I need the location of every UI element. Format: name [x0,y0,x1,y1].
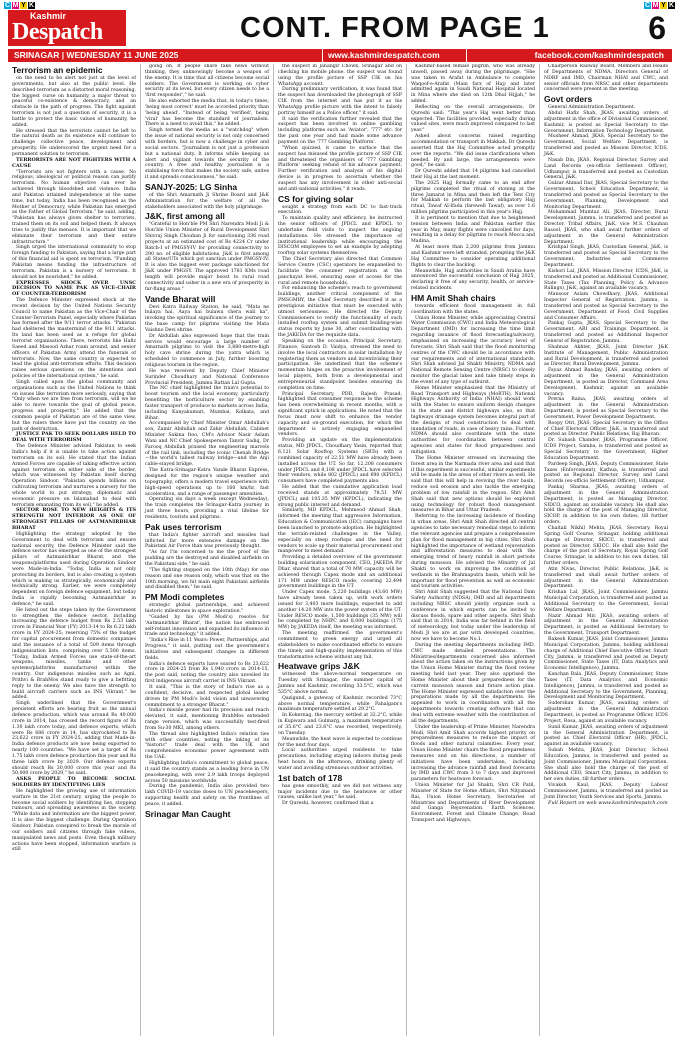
paragraph: Providing an update on the implementation status, MD JPDCL, Choudhary Yasin, reported that 6,121 Solar Rooftop Systems (SRTs) with a combined capacity of 22.51 MW have already been installed across the UT. So far, 12,208 consumers under JPDCL and 8,108 under JPDCL have selected their vendors, while 802 (JPDCL) and 690 (KPDCL) consumers have completed payments also. [278,438,402,485]
logo-kashmir: Kashmir [30,11,67,21]
paragraph: He was received by Deputy Chief Minister Surinder Choudhary and National Conference Provincial President, Jammu Rattan Lal Gupta. [145,368,269,386]
paragraph: During preliminary verification, it was found that the suspect has downloaded the photograph of SSP CIK from the internet and has put it as his WhatsApp profile picture with the intent to falsely portray himself as a Police officer," it said. [278,87,402,116]
paragraph: Dr Qureshi added that 14 pilgrims had cancelled their Haj at the last moment. [411,169,535,181]
paragraph: Kanchan Bala, JKAS, Deputy Commissioner, State Taxes (IT, Data Analytics and Economic Intelligence), Jammu, is transferred and posted as Additional Secretary to the Government, Planning, Development and Monitoring Department. [544,672,668,701]
paragraph: The Chief Secretary also directed that Common Service Centre (CSC) operators be empanelled to facilitate the consumer registration at the panchayat level, ensuring ease of access for the rural and remote households. [278,257,402,286]
paragraph: Chaitali Nikhil Mehta, JKAS, Secretary, Royal Spring Golf Course, Srinagar, holding additional charge of Director, SKICC, is transferred and posted as Director, SKICC. He shall also hold the charge of the post of Secretary, Royal Spring Golf Course, Srinagar, in addition to his own duties, till further orders. [544,525,668,567]
paragraph: "When quizzed, it came to surface that the suspect has misused the profile picture of SSP CIK and threatened the organisers of '777 Gambling Platform' seeking refund of his advance payment. Further verification and analysis of his digital device is in progress to ascertain whether the suspect has any involvement in other anti-social and anti-national activities," it reads. [278,145,402,192]
paragraph: Similarly, MD KPDCL, Mehmood Ahmad Shah, informed the meeting that aggressive Information, Education & Communication (IEC) campaigns have been launched to promote adoption. He highlighted the terrain-related challenges in the Valley, especially on steep rooftops and the need for vendors to scale up their material procurement and manpower to meet demand. [278,508,402,555]
paragraph: going on. If people share fake news without thinking, they unknowingly become a weapon of the enemy. It is time that all citizens become social soldiers. The Government is working on cyber security at its level, but every citizen needs to be a 'first responder'," he said. [145,64,269,99]
headline: 1st batch of 178 [278,772,343,783]
paragraph: Kishori Lal, JKAS, Mission Director, ICDS, J&K, is transferred and posted as Additional Commissioner, State Taxes (Tax Planning, Policy & Advance Rulings), J&K, against an available vacancy. [544,268,668,292]
paragraph: During the meeting departments including IMD, CWC made detailed presentations. The Ministries/departments concerned also informed about the action taken on the instructions given by the Union Home Minister during the flood review meeting held last year. They also apprised the Home Minister about their preparedness for the current monsoon season and future action plan. The Home Minister expressed satisfaction over the preparations made by all the departments. He appealed to work in coordination with all the departments towards creating software that can deal with extreme weather with the contribution of all the departments. [411,642,535,724]
bar-divider [322,49,323,62]
headline: Pak uses terrorism [145,521,222,532]
masthead [0,10,680,48]
paragraph: Pardeep Singh, JKAS, Deputy Commissioner, State Taxes (Enforcement), Kathua, is transferred and posted as Regional Director, Survey and Land Records (ex-officio Settlement Officer), Udhampur. [544,461,668,485]
paragraph: The 2025 Hajj formally came to an end after pilgrims completed the ritual of stoning at the three Jamarat in Mina and then left the Tent City for Makkah to perform the last obligatory Hajj ritual, Tawaf Al-Ifada (farewell Tawaf), as over 1.6 million pilgrims participated in this year's Hajj. [411,180,535,216]
paragraph: Home Minister emphasized that the Ministry of Road Transport and Highways (MoRTH), National Highways Authority of India (NHAI) should work with the States to ensure uniform design changes in the state and district highways also, so that highways drainage system becomes integral part of the designs of road construction to deal with inundation of roads, in case of heavy rains. Further, NDMA should also coordinate with the state authorities for coordination between central agencies and states for flood preparedness and mitigation. [411,385,535,455]
paragraph: Local authorities urged residents to take precautions, including staying indoors during peak heat hours in the afternoon, drinking plenty of water and avoiding strenuous outdoor activities. [278,748,402,771]
paragraph: Krishan Lal, JKAS, Joint Commissioner, Jammu Municipal Corporation, is transferred and posted as Additional Secretary to the Government, Social Welfare Department. [544,590,668,613]
paragraph: Referring to the increasing incidence of flooding in urban areas, Shri Amit Shah directed all central agencies to take necessary remedial steps to inform the relevant agencies and prepare a comprehensive plan for flood management in big cities. Shri Shah highlighted the importance of wetland rejuvenation and afforestation measures to deal with the emerging trend of heavy rainfall in short periods during monsoon. He advised the Ministry of Jal Shakti to work on improving the condition of wetlands in the Brahmaputra basin, which will be important for flood prevention as well as economic and tourism activities. [411,514,535,590]
paragraph: Highlighting the strategy adopted by the Government to deal with terrorism and ensure national security, the Defence Minister said the defence sector has emerged as one of the strongest pillars of Aatmanirbhar Bharat, and the weapons/platforms used during Operation Sindoor were Made-in-India. "Today, India is not only protecting its borders, but is also creating a system which is making us strategically, economically and technically strong. Earlier, we were completely dependent on foreign defence equipment, but today India is rapidly becoming Aatmanirbhar in defence," he said. [12,531,136,607]
paragraph: Qazigund, a gateway of Kashmir, recorded 73°C above normal temperature, while Pahalgam's maximum temperature settled at 29.2°C. [278,695,402,713]
facebook-link[interactable]: facebook.com/kashmirdespatch [534,50,664,60]
paragraph: Union Minister for Jal Shakti, Shri CR Patil, Minister of State for Home Affairs, Shri Nityanand Rai, Union Home Secretary, Secretaries of Ministries and Departments of River Development and Ganga Rejuvenation, Earth Sciences, Environment, Forest and Climate Change, Road Transport and Highways, [411,783,535,824]
paragraph: Dr Abdullah also expressed hope that the train service would encourage a large number of Amarnath pilgrims to visit the 3,880-metre-high holy cave shrine during the yatra which is scheduled to commence in July, further boosting religious tourism in the region. [145,333,269,368]
paragraph: The thread also highlighted India's relation ties with other countries, noting the inking of its "historic" trade deal with the UK and comprehensive economic power agreement with the UAE. [145,731,269,761]
page-number: 6 [648,10,666,46]
paragraph: Speaking on the occasion, Principal Secretary, Finance, Santosh D. Vaidya, stressed the need to involve the local contractors in solar installation by registering them as vendors and incentivising their participation. He underlined that the scheme's momentum hinges on the proactive involvement of local players, both from a developmental and entrepreneurial standpoint besides ensuring its completion on time. [278,338,402,391]
headline: J&K, first among all [145,211,225,222]
paragraph: Accompanied by Chief Minister Omar Abdullah's son, Zamir Abdullah and Zahir Abdullah, Cabinet Minister Sakina Itoo, CM's Advisor Nasir Aslam Wani and NC Chief Spokesperson Tanvir Sadiq, Dr Farooq Abdullah praised the engineering marvels of the rail link, including the iconic Chenab Bridge—the world's tallest railway bridge—and the Anji cable-stayed bridge. [145,421,269,468]
paragraph: "As far I'm concerned to me the proof of the pudding are the destroyed and disabled airfields on the Pakistani side," he said. [145,550,269,567]
paragraph: "Terrorists are not fighters with a cause. No religious, ideological or political reason can justify terrorism. No human objective can ever be achieved through bloodshed and violence. India and Pakistan attained independence at the same time, but today, India has been recognised as the Mother of Democracy, while Pakistan has emerged as the Father of Global Terrorism," he said, adding, "Pakistan has always given shelter to terrorists, trained them on its soil and helped them. It always tries to justify this menace. It is important that we eliminate their terrorism and their entire infrastructure." [12,169,136,245]
paragraph: witnessed the above-normal temperature on Tuesday with Srinagar, the summer capital of Jammu and Kashmir, recording 33.5°C, which was 535°C above normal. [278,672,402,695]
headline: Vande Bharat will [145,293,216,304]
paragraph: Nasab Din, JKAS, Regional Director, Survey and Land Records (ex-officio Settlement Officer), Udhampur, is transferred and posted as Custodian General, J&K. [544,157,668,181]
column-3 [274,64,407,1036]
paragraph: General Administration Department. [548,105,636,111]
paragraph: Pankaj Sharma, JKAS, awaiting orders of adjustment in the General Administration Department, is posted as Managing Director, SIDCO, against an available vacancy. He shall also hold the charge of the post of Managing Director, SICOP, in addition to his own duties, till further orders. [544,485,668,526]
paragraph: Shri Amit Shah suggested that the National Dam Safety Authority (NDSA), IMD and all departments including NRSC should jointly organize such a conference in which experts can be invited to discuss floods, spare and other aspects. Shri Shah said that in 2014, India was far behind in the field of meteorology, but today under the leadership of Modi Ji we are at par with developed countries, now we have to become No.1. [411,590,535,642]
paragraph: He added that the cumulative application load received stands at approximately 78.51 MW (JPDCL) and 105.35 MW (KPDCL), indicating the strong public interest and demand. [278,485,402,508]
paragraph: Krishpal Singh, JKAS, Custodian General, J&K, is transferred and posted as Special Secretary to the Government, Industries and Commerce Department. [544,245,668,268]
paragraph: "India's Rise in 11 Years: Power, Partnerships, and Progress," it said, putting out the government's initiatives and subsequent changes in different fields. [145,638,269,661]
paragraph: The Home Minister stressed on increasing the forest area in the Narmada river area and said that if this experiment is successful, similar experiments will be made in the areas of other rivers as well. He said that this will help in reviving the river basin, reduce soil erosion and also tackle the emerging problem of low rainfall in the region. Shri Amit Shah said that new options should be explored using technology for robust flood management measures in Bihar and Uttar Pradesh. [411,455,535,514]
newspaper-logo [8,10,126,46]
paragraph: In Kokernag, the mercury settled at 32.2°C, while in Kupwara and Gulmarg, a maximum temperature of 35.6°C and 23.6°C was recorded, respectively, on Tuesday. [278,713,402,736]
paragraph: "Grateful to Hon'ble PM Shri Narendra Modi Ji & Hon'ble Union Minister of Rural Development Shri Shivraj Singh Chouhan Ji for sanctioning 336 road projects at an estimated cost of Rs 4224 Cr under Batch-I of PMGSY-IV for providing connectivity to 290 no. of eligible habitations. J&K is first among all States/UTs which got sanction under PMGSY-IV. It is also the biggest ever package sanctioned for J&K under PMGSY. The approved 1781 KMs road length will provide major boost to rural road connectivity and usher in a new era of prosperity in far-flung areas." [145,222,269,292]
paragraph: India's defence exports have soared to Rs 23,622 crore in 2024-25 from Rs 1,940 crore in 2014-15, the post said, noting the country also unveiled its first indigenous aircraft carrier in INS Vikrant. [145,661,269,685]
paragraph: on the need to be alert not just at the level of governments, but also at the public level. He described terrorism as a distorted moral reasoning, the biggest curse on humanity, a major threat to peaceful co-existence & democracy, and an obstacle in the path of progress. The fight against terrorism is not just a question of security, it is a battle to protect the basic values of humanity, he added. [12,76,136,128]
paragraph: Principal Secretary, PDD, Rajesh Prasad, highlighted that consumer response to the scheme has been overwhelming in recent months, with a significant uptick in applications. He noted that the focus must now shift to enhance the vendor capacity and on-ground execution, for which the department is actively engaging empanelled vendors. [278,391,402,438]
website-link[interactable]: www.kashmirdespatch.com [328,50,440,60]
paragraph: Mansoor Aslam Chowdhary, JKAS, Additional Inspector General of Registration, Jammu, is transferred and posted as Special Secretary to the Government, Department of Food, Civil Supplies and Consumer Affairs. [544,292,668,321]
paragraph: Sunil Kumar, JKAS, awaiting orders of adjustment in the General Administration Department, is posted as Chief Electoral Officer (HR), JPDCL, against an available vacancy. [544,724,668,748]
paragraph: "The fighting stopped on the 10th (May) for one reason and one reason only, which was that on the 10th morning, we hit main eight Pakistani airfields and disabled them," he said. [145,567,269,591]
paragraph: Operating six days a week (except Wednesday), the train completes the Srinagar-Katra journey in just three hours, providing a vital lifeline for residents, tourists and pilgrims. [145,497,269,520]
paragraph: Pankaj Gupta, JKAS, Special Secretary to the Government, ARI and Trainings Department, is transferred and posted as Additional Inspector General of Registration, Jammu. [544,321,668,344]
paragraph: The Defence Minister expressed shock at the recent decision by the United Nations Security Council to name Pakistan as the Vice-Chair of the Counter-Terrorism Panel, especially where Pakistan has formed after the 9/11 terror attacks. "Pakistan had sheltered the mastermind of the 9/11 attacks. Its land has been used as a refuge for global terrorist organisations. There, terrorists like Hafiz Saeed and Masood Azhar roam around, and senior officers of Pakistan Army attend the funerals of terrorists. Now, the same country is expected to lead the global anti-terrorism efforts. This decision raises serious questions on the intentions and policies of the international system," he said. [12,298,136,380]
headline: SANJY-2025: LG Sinha [145,181,238,192]
paragraph: Providing a detailed overview of the government building solarisation component, CEO, JAKEDA Pir Dhar, shared that a total of 70 MW capacity will be achieved through Capex mode and an additional 171 MW under RESCO mode, covering 22,494 government buildings in the UT. [278,555,402,590]
paragraph: sought a strategy from each DC to fast-track execution. [278,204,402,216]
paragraph: Singh termed the media as a "watchdog" when the issue of national security is not only concerned with borders, but is now a challenge in cyber and social sectors. "Journalism is not just a profession but a national duty. It informs while keeping us alert and vigilant towards the security of the country. A free and healthy journalism is a stabilising force that makes the society safe, unites it and spreads consciousness," he said. [145,128,269,181]
paragraph: Singh underlined that the Government's persistent efforts are bearing fruit as the annual defence production, which was around Rs 40,000 crore in 2014, has crossed the record figure of Rs 1.30 lakh crore today, and defence exports, which were Rs 686 crore in 14, has skyrocketed to Rs 23,622 crore in FY 2024-25, adding that Made-in-India defence products are now being exported to nearly 100 countries. "We have set a target of Rs 1.75 lakh crore defence production this year and Rs three lakh crore by 2029. Our defence exports should reach Rs 30,000 crore this year and Rs 50,000 crore by 2029," he said. [12,701,136,777]
column-2 [141,64,274,1036]
headline: Heatwave grips J&K [278,661,360,672]
paragraph: Musheer Ahmad, JKAS, Special Secretary to the Government, Social Welfare Department, is transferred and posted as Mission Director, ICDS, J&K. [544,134,668,157]
paragraph: Prerna Raina, JKAS, awaiting orders of adjustment in the General Administration Department, is posted as Special Secretary to the Government, Power Development Department. [544,397,668,420]
paragraph: strategic global partnerships, and achieved historic milestones in space exploration." [145,603,269,615]
cmyk-registration-right: C M Y K [644,2,675,9]
headline: Srinagar Man Caught [145,808,231,819]
bar-divider [466,49,467,62]
paragraph: Fayaz Ahmad Banday, JKAS, awaiting orders of adjustment in the General Administration Department, is posted as Director, Command Area Development, Kashmir, against an available vacancy. [544,368,668,397]
paragraph: Meanwhile, the heat wave is expected to continue for the next four days. [278,736,402,748]
paragraph: To maintain quality and efficiency, he instructed the senior officers of JPDCL and KPDCL to undertake field visits to inspect the ongoing installations. He stressed the importance of institutional leadership while encouraging the DISCOM employees to set an example by adopting rooftop solar systems themselves. [278,216,402,257]
paragraph: The NC chief highlighted the train's potential to boost tourism and the local economy, particularly benefiting the horticulture sector by enabling faster transport of produce to markets across India, including Kanyakumari, Mumbai, Kolkata, and Bihar. [145,386,269,421]
paragraph: He highlighted the growing use of information warfare in the 21st century, urging the people to become social soldiers by identifying lies, stopping rumours, and spreading awareness in the society. "While data and information are the biggest power, it is also the biggest challenge. During Operation Sindoor, Pakistan conspired to break the morale of our soldiers and citizens through fake videos, manipulated news and posts. Even though military actions have been stopped, information warfare is still [12,788,136,853]
article-columns [8,64,672,1036]
paragraph: It is pertinent to mention that due to heightened tension between India and Pakistan earlier this year in May, many flights were cancelled for days, resulting in a delay for pilgrims to reach Mecca and Madina. [411,215,535,245]
paragraph: Devi Katra Railway Station, he said, "Mata ne bulaya hai, Aaya hai bulawa chera wali ka", invoking the spiritual significance of the journey to the base camp for pilgrims visiting the Mata Vaishno Devi shrine. [145,304,269,333]
paragraph: For enhancing the scheme's reach to government buildings, another critical component of the PMSGMBY, the Chief Secretary described it as a prestigious initiative that must be executed with utmost seriousness. He directed the Deputy Commissioners to verify the functionality of such installed rooftop system and submit building-wise status reports by June 30, after coordinating with the JAKEDA for the requisite data. [278,286,402,339]
paragraph: Dr Qureshi, however, confirmed that a [282,801,374,807]
paragraph: At least more than 2,200 pilgrims from Jammu and Kashmir were left stranded, prompting the J&K Haj Committee to consider operating additional flights to clear the backlog. [411,245,535,268]
paragraph: Reflecting on the overall arrangements, Dr Qureshi said: "This year's Haj went better than expected. The facilities provided, especially during valued sites, were much improved compared to last year." [411,104,535,134]
paragraph: The meeting reaffirmed the government's commitment to green energy and urged all stakeholders to make coordinated efforts to ensure the timely and high-quality implementation of this transformative scheme without any fail. [278,631,402,660]
paragraph: "Guided by his (PM Modi's) resolve for 'Aatmanirbhar Bharat', the nation has embraced self-reliant innovation and expanded its influence in trade and technology," it added. [145,614,269,638]
continuation-title: CONT. FROM PAGE 1 [240,12,550,44]
paragraph: towards efficient flood management in full coordination with the states. [411,303,535,315]
dateline-bar [8,49,672,62]
paragraph: Singh urged the international community to stop foreign funding to Pakistan, saying that a large part of this financial aid is spent on terrorism. "Funding Pakistan means funding the infrastructure of terrorism. Pakistan is a nursery of terrorism. It should not be nourished," he added. [12,245,136,280]
paragraph: the suspect in Jahangir Chowk, Srinagar and on checking his mobile phone, the suspect was found using the profile picture of SSP CIK on his WhatsApp account. [278,64,402,87]
paragraph: India's missile power had its precision and reach elevated, it said, mentioning BrahMos extended range version, which was successfully test-fired from Su-30 MKI, among others. [145,708,269,731]
paragraph: Shahnaz Akhter, JKAS, Joint Director J&K Institute of Management, Public Administration and Rural Development, is transferred and posted as Director, Rural Development, Jammu. [544,344,668,368]
paragraph: Under the leadership of Prime Minister, Narendra Modi, Shri Amit Shah accords highest priority on preparedness measures to reduce the impact of floods and other natural calamities. Every year, Union Home Minister chairs the flood preparedness measures and on his directions, a number of initiatives have been undertaken, including increasing the advance rainfall and flood forecasts by IMD and CWC from 3 to 7 days and improved parameters for heatwave forecast. [411,724,535,783]
paragraph: Highlighting India's commitment to global peace, it said the country stands as a leading force in UN peacekeeping, with over 2.9 lakh troops deployed across 50 missions worldwide. [145,760,269,784]
headline: HM Amit Shah chairs [411,292,496,303]
paragraph: Mohammad Mumtaz Ali, JKAS, Director, Rural Development, Jammu, is transferred and posted as Director, Tribal Affairs, J&K, vice M.S. Chauhan Rasool, JKAS, who shall await further orders of adjustment in the General Administration Department. [544,210,668,245]
headline: Govt orders [544,94,593,105]
full-report-link[interactable]: Full Report on web www.kashmirdespatch.com [548,799,668,806]
paragraph: Kashmir-based female pilgrim, who was already unwell, passed away during the pilgrimage. "She was taken to Arafat in Ambulance to complete Waqoof-e-Arafat (Main farz of Haj) and later admitted again in Saudi National Hospital located in Mina where she died on 12th Dhul Hijjah," he added. [411,64,535,105]
paragraph: He listed out the steps taken by the Government to strengthen the defence sector, including increasing the defence budget from Rs 2.53 lakh crore in Financial Year (FY) 2013-14 to Rs 6.22 lakh crore in FY 2024-25; reserving 75% of the budget for capital procurement from domestic companies and the issuance of a total of 509 items through indigenisation lists, comprising over 5,500 items. "Today, Indian Armed Forces use state-of-the-art weapons, missiles, tanks and other systems/platforms manufactured within the country. Our indigenous missiles such as Agni, Prithvi & BrahMos stand ready to give a befitting reply to the enemy. We also have the strength to build aircraft carriers such as INS Vikrant," he added. [12,607,136,701]
paragraph: He stressed that the terrorists cannot be left to the natural death as its existence will continue to challenge collective peace, development and prosperity. He underscored the urgent need for a permanent solution to terrorism. [12,128,136,157]
paragraph: Rakesh Kumar, JKAS, Joint Commissioner, Jammu Municipal Corporation, Jammu, holding additional charge of Additional Chief Executive Officer, Smart City, Jammu, is transferred and posted as Deputy Commissioner, State Taxes (IT, Data Analytics and Economic Intelligence), Jammu. [544,637,668,672]
paragraph: Under Capex mode, 5,220 buildings (43.60 MW) have already been taken up, with work orders issued for 3,403 more buildings, expected to add another 14.20 MW into the power system of the UT. Under RESCO mode, 1,500 buildings (35 MW) will be completed by NHPC and 8,000 buildings (175 MW) by JAKEDA itself, the meeting was informed. [278,590,402,631]
cmyk-registration-left: C M Y K [4,2,35,9]
paragraph: Vivaksh Kaul, JKAS, Deputy Labour Commissioner, Jammu, is transferred and posted as Joint Director, Youth Services and Sports, Jammu. [544,783,668,800]
paragraph: Nazir Ahmad Mir, JKAS, awaiting orders of adjustment in the General Administration Department, is posted as Additional Secretary to the Government, Transport Department. [544,613,668,637]
paragraph: has gone smoothly, and we did not witness any major incidents due to the heatwave or other causes, unlike last year," he said. [278,783,402,801]
subheading: SECTOR ROSE TO NEW HEIGHTS & ITS STRENGTH NOT INFERIOR AS ONE OF STRONGEST PILLARS OF AATMANIRBHAR BHARAT [12,507,136,531]
logo-despatch: Despatch [12,19,103,45]
subheading: EXPRESSES SHOCK OVER UNSC DECISION TO NAME PAK AS VICE-CHAIR OF COUNTER-TERRORISM [12,279,136,298]
paragraph: Meanwhile, Hajj authorities in Saudi Arabia have announced the successful conclusion of Hajj 2025, declaring it free of any security, health, or service-related incidents. [411,268,535,292]
paragraph: The Katra-Srinagar-Katra Vande Bharat Express, designed for the region's unique weather and topography, offers a modern travel experience with high-speed operations up to 160 km/hr, fast acceleration, and a range of passenger amenities. [145,468,269,497]
paragraph: that India's fighter aircraft and missiles had inflicted far more extensive damage on the Pakistani Air Force than was previously thought. [145,532,269,550]
paragraph: It said the verification further revealed that the suspect has been involved in online gambling including platforms such as 'Aviator', '777' etc. for the past one year and had made some advance payment on the '777 Gambling Platform'. [278,116,402,145]
headline: PM Modi completes [145,592,225,603]
dateline: SRINAGAR | WEDNESDAY 11 JUNE 2025 [14,50,179,60]
paragraph: Union Home Minister, while appreciating Central Water Commission (CWC) and India Meteorological Department (IMD) for increasing the time limit regarding issuance of flood forecasting/advisory, emphasised on increasing the accuracy level of forecasts. Shri Shah said that the flood monitoring centres of the CWC should be in accordance with our requirements and of international standards. Shri Shah advised Jal Shakti Ministry, NDMA and National Remote Sensing Centre (NRSC) to closely monitor the glacial lakes and take timely steps in the event of any type of outburst. [411,315,535,385]
column-4 [407,64,540,1036]
paragraph: It said, "This is the story of India's rise as a confident, decisive, and respected global leader driven by PM Modi's bold vision and unwavering commitment to a stronger Bharat." [145,685,269,708]
subheading: JUSTICE PAK TO SEEK DOLLARS HELD TO DEAL WITH TERRORISM [12,431,136,444]
paragraph: He also exhorted the media that, in today's times, 'being most correct' must be accorded priority than 'being ahead'. "Instead of being 'verified', being 'viral' has become the standard of journalism. There is a need to avoid this," he added. [145,99,269,128]
paragraph: Chairperson Railway Board, Members and Heads of Departments of NDMA, Directors General of NDRF and IMD, Chairman NHAI and CWC, and senior officials from NRSC and other departments concerned were present in the meeting. [544,64,668,93]
subheading: ASKS PEOPLE TO BECOME SOCIAL SOLDIERS BY IDENTIFYING LIES [12,776,136,789]
subheading: TERRORISTS ARE NOT FIGHTERS WITH A CAUSE [12,156,136,169]
paragraph: Sudershan Kumar, JKAS, awaiting orders of adjustment in the General Administration Department, is posted as Programme Officer, ICDS Project, Rosa, against an available vacancy. [544,701,668,724]
paragraph: During the pandemic, India also provided two lakh COVID-19 vaccine doses to UN peacekeepers, supporting health and safety on the frontlines of peace, it added. [145,784,269,807]
headline: CS for giving solar [278,193,354,204]
column-5 [540,64,672,1036]
paragraph: Dr. Subash Chander, JKAS, Programme Officer, ICDS Project, Samba, is transferred and posted as Special Secretary to the Government, Higher Education Department. [544,438,668,461]
paragraph: Asked about concerns raised regarding accommodation or transport in Makkah, Dr Qureshi asserted that the Haj Committee acted promptly over the reports. "We did issue clarifications when needed. By and large, the arrangements were good," he said. [411,134,535,169]
paragraph: Roopy Otri, JKAS, Special Secretary in the Office of Chief Electoral Officer, J&K, is transferred and posted as Director, Public Relations, Raj Bhavan. [544,420,668,438]
paragraph: Singh called upon the global community and organisations such as the United Nations to think on issues like terrorism more seriously, saying that "Only when we are free from terrorism, will we be able to move towards the goal of global peace, progress and prosperity." He added that the common people of Pakistan are of the same view, but the rulers there have put the country on the path of destruction. [12,379,136,432]
paragraph: The Defence Minister advised Pakistan to seek India's help if it is unable to take action against terrorism on its soil. He stated that the Indian Armed Forces are capable of taking effective action against terrorism on either side of the border, which was witnessed by Pakistan itself during Operation Sindoor. "Pakistan spends billions on cultivating terrorism and nurtures a nursery for the whole world to put strategy, diplomatic and economic pressure on Islamabad to deal with terrorism emanating from its soil," he added. [12,444,136,508]
paragraph: Subah Mehta, JKAS, Joint Director, School Education, Jammu, is transferred and posted as Joint Commissioner, Jammu Municipal Corporation. She shall also hold the charge of the post of Additional CEO, Smart City, Jammu, in addition to her own duties, till further orders. [544,748,668,783]
paragraph: Atin Nivas, Director, Public Relations, J&K, is transferred and shall await further orders of adjustment in the General Administration Department. [544,566,668,590]
column-1 [8,64,141,1036]
paragraph: Abdul Hafiz Shah, JKAS, awaiting orders of adjustment in the office of Divisional Commissioner, Kashmir, is posted as Special Secretary to the Government, Information Technology Department. [544,111,668,134]
paragraph: Gulzar Ahmad Dar, JKAS, Special Secretary to the Government, School Education Department, is transferred and posted as Special Secretary to the Government, Planning, Development and Monitoring Department. [544,181,668,210]
paragraph: of the Shri Amarnath Ji Shrine Board and J&K Administration for the welfare of all the stakeholders associated with the holy pilgrimage. [145,192,269,210]
headline: Terrorism an epidemic [12,65,103,75]
